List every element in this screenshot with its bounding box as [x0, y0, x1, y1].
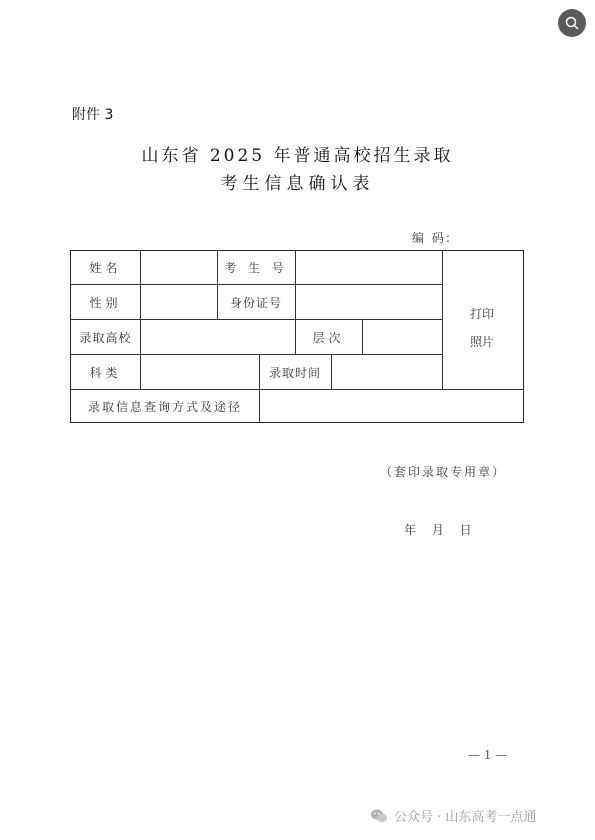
label-admit-time: 录取时间: [268, 365, 321, 380]
attachment-label: 附件 3: [72, 107, 114, 123]
admit-time-field[interactable]: [332, 355, 442, 389]
school-field[interactable]: [141, 320, 295, 354]
label-school: 录取高校: [79, 330, 132, 345]
label-query: 录取信息查询方式及途径: [87, 399, 242, 414]
label-id-no: 身份证号: [229, 295, 282, 310]
wechat-icon: [370, 808, 388, 824]
query-field[interactable]: [260, 390, 523, 422]
col-divider: [442, 251, 443, 389]
watermark: [370, 806, 536, 825]
category-field[interactable]: [141, 355, 259, 389]
label-gender: 性别: [89, 295, 122, 310]
gender-field[interactable]: [141, 285, 217, 319]
label-exam-no: 考 生 号: [224, 261, 288, 275]
watermark-text: 公众号 · 山东高考一点通: [394, 810, 537, 825]
level-field[interactable]: [363, 320, 442, 354]
photo-box: [447, 300, 517, 356]
label-name: 姓名: [89, 261, 122, 275]
zoom-icon: [564, 15, 580, 31]
date-line: 年 月 日: [404, 523, 472, 537]
name-field[interactable]: [141, 251, 217, 284]
id-no-field[interactable]: [296, 285, 442, 319]
label-level: 层次: [312, 330, 345, 345]
photo-label-line1: 打印: [469, 307, 494, 321]
form-title-line1: 山东省 2025 年普通高校招生录取: [141, 146, 454, 166]
photo-label-line2: 照片: [469, 335, 494, 349]
zoom-button[interactable]: [558, 9, 586, 37]
exam-no-field[interactable]: [296, 251, 442, 284]
label-category: 科类: [89, 365, 122, 380]
page-number: — 1 —: [468, 748, 508, 762]
code-label: 编 码:: [412, 231, 452, 245]
seal-note: （套印录取专用章）: [380, 465, 507, 479]
form-title-line2: 考生信息确认表: [220, 174, 375, 194]
